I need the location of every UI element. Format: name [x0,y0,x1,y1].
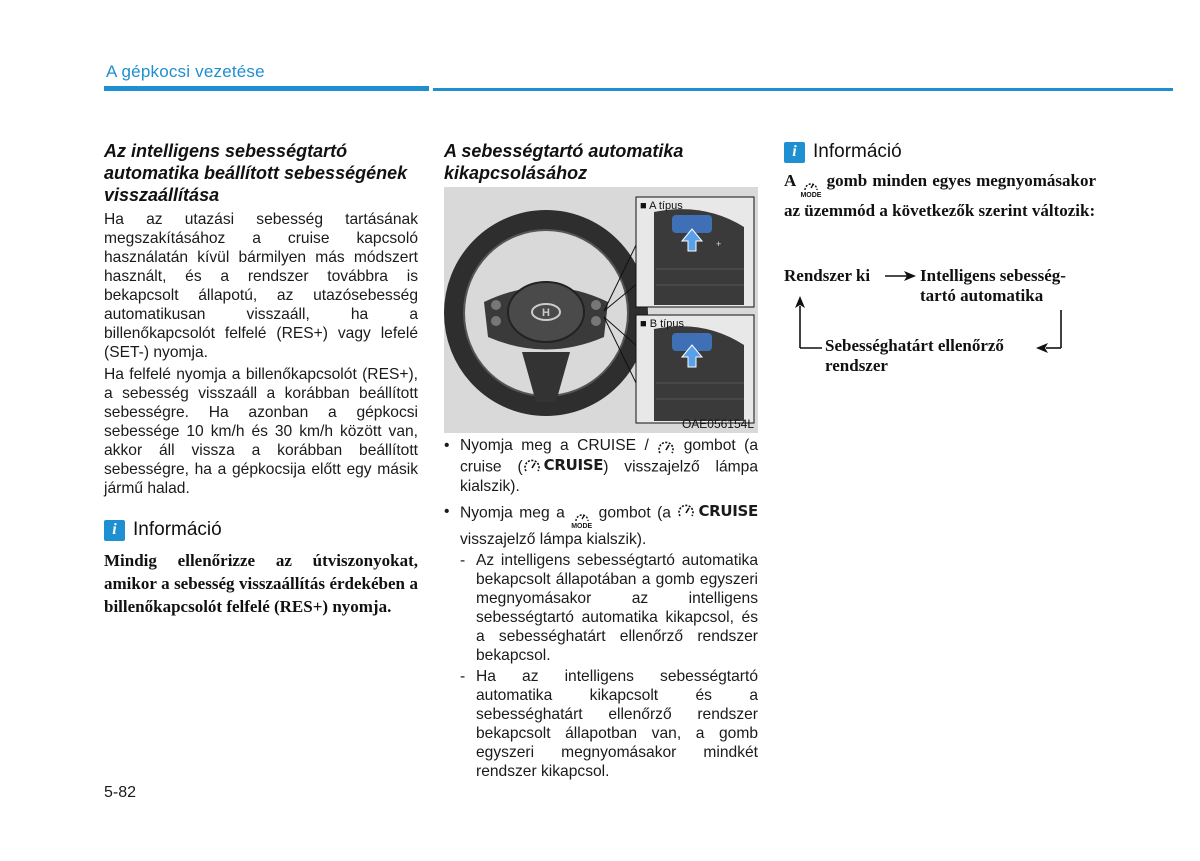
info-note: Mindig ellenőrizze az útviszonyokat, amikor a sebesség visszaállítás érdekében a billenőkapcsolót felfelé (RES+) nyomja. [104,551,418,616]
page-number: 5-82 [104,784,137,801]
diagram-node-smart-cruise: Intelligens sebesség- tartó automatika [920,266,1066,305]
section-title-resume: Az intelligens sebességtartó automatika beállított sebességének visszaállítása [104,141,408,205]
inset-type-b [636,315,754,423]
info-label: Információ [133,519,222,540]
bullet-item: • Nyomja meg a MODE gombot (a CRUISE visszajelző lámpa kialszik). [444,501,759,548]
diagram-node-off: Rendszer ki [784,266,871,285]
info-label: Információ [813,141,902,162]
inset-type-a [636,197,754,307]
chapter-title: A gépkocsi vezetése [106,62,265,81]
header-bar-thick [104,86,429,91]
sub-item: - Az intelligens sebességtartó automatika bekapcsolt állapotában a gomb egyszeri megnyomásakor az intelligens sebességtartó automatika kikapcsol, és a sebességhatárt ellenőrző rendszer bekapcsol. [460,552,758,664]
cancel-instructions [444,436,758,781]
column-right [784,141,1098,222]
info-header [104,519,418,541]
steering-wheel-illustration [444,187,758,433]
info-icon: i [104,520,125,541]
paragraph-resume-1: Ha az utazási sebesség tartásának megszakításához a cruise kapcsoló használatán kívül bármilyen más módszert használt, és a rendszer továbbra is bekapcsolt állapotú, az utazósebesség automatikusan visszaáll, ha a billenőkapcsolót felfelé (RES+) vagy lefelé (SET-) nyomja. [104,211,418,361]
svg-text:+: + [716,239,722,249]
mode-button-icon: MODE [571,511,592,530]
svg-text:H: H [542,307,550,319]
mode-cycle-diagram [784,266,1104,376]
mode-button-icon: MODE [800,180,821,199]
svg-text:■ B típus: ■ B típus [640,318,684,330]
column-left [104,140,418,618]
section-title-cancel: A sebességtartó automatika kikapcsolásához [444,141,684,183]
info-icon: i [784,142,805,163]
info-header [784,141,1098,163]
steering-wheel-figure [444,187,758,433]
bullet-item: • Nyomja meg a CRUISE / gombot (a cruise ( CRUISE ) visszajelző lámpa kialszik). [444,437,759,495]
cruise-indicator-icon: CRUISE [677,502,758,521]
column-middle [444,140,758,184]
cruise-indicator-icon: CRUISE [523,456,604,475]
header-bar-thin [433,88,1173,91]
paragraph-resume-2: Ha felfelé nyomja a billenőkapcsolót (RES+), a sebesség visszaáll a korábban beállított sebességre. Ha azonban a gépkocsi sebessége 10 km/h és 30 km/h között van, akkor áll vissza a korábban beállított sebességre, ha a gépkocsija előtt egy másik jármű halad. [104,366,418,497]
sub-item: - Ha az intelligens sebességtartó automatika kikapcsolt és a sebességhatárt ellenőrző rendszer bekapcsolt állapotban van, a gomb egyszeri megnyomásakor mindkét rendszer kikapcsol. [460,668,758,780]
diagram-node-speed-limit: Sebességhatárt ellenőrző rendszer [825,336,1004,375]
figure-code: OAE056154L [681,417,754,431]
svg-text:■ A típus: ■ A típus [640,200,683,212]
cruise-speedometer-icon [657,440,675,456]
info-mode-text: A MODE gomb minden egyes megnyomásakor az üzemmód a következők szerint változik: [784,171,1097,220]
